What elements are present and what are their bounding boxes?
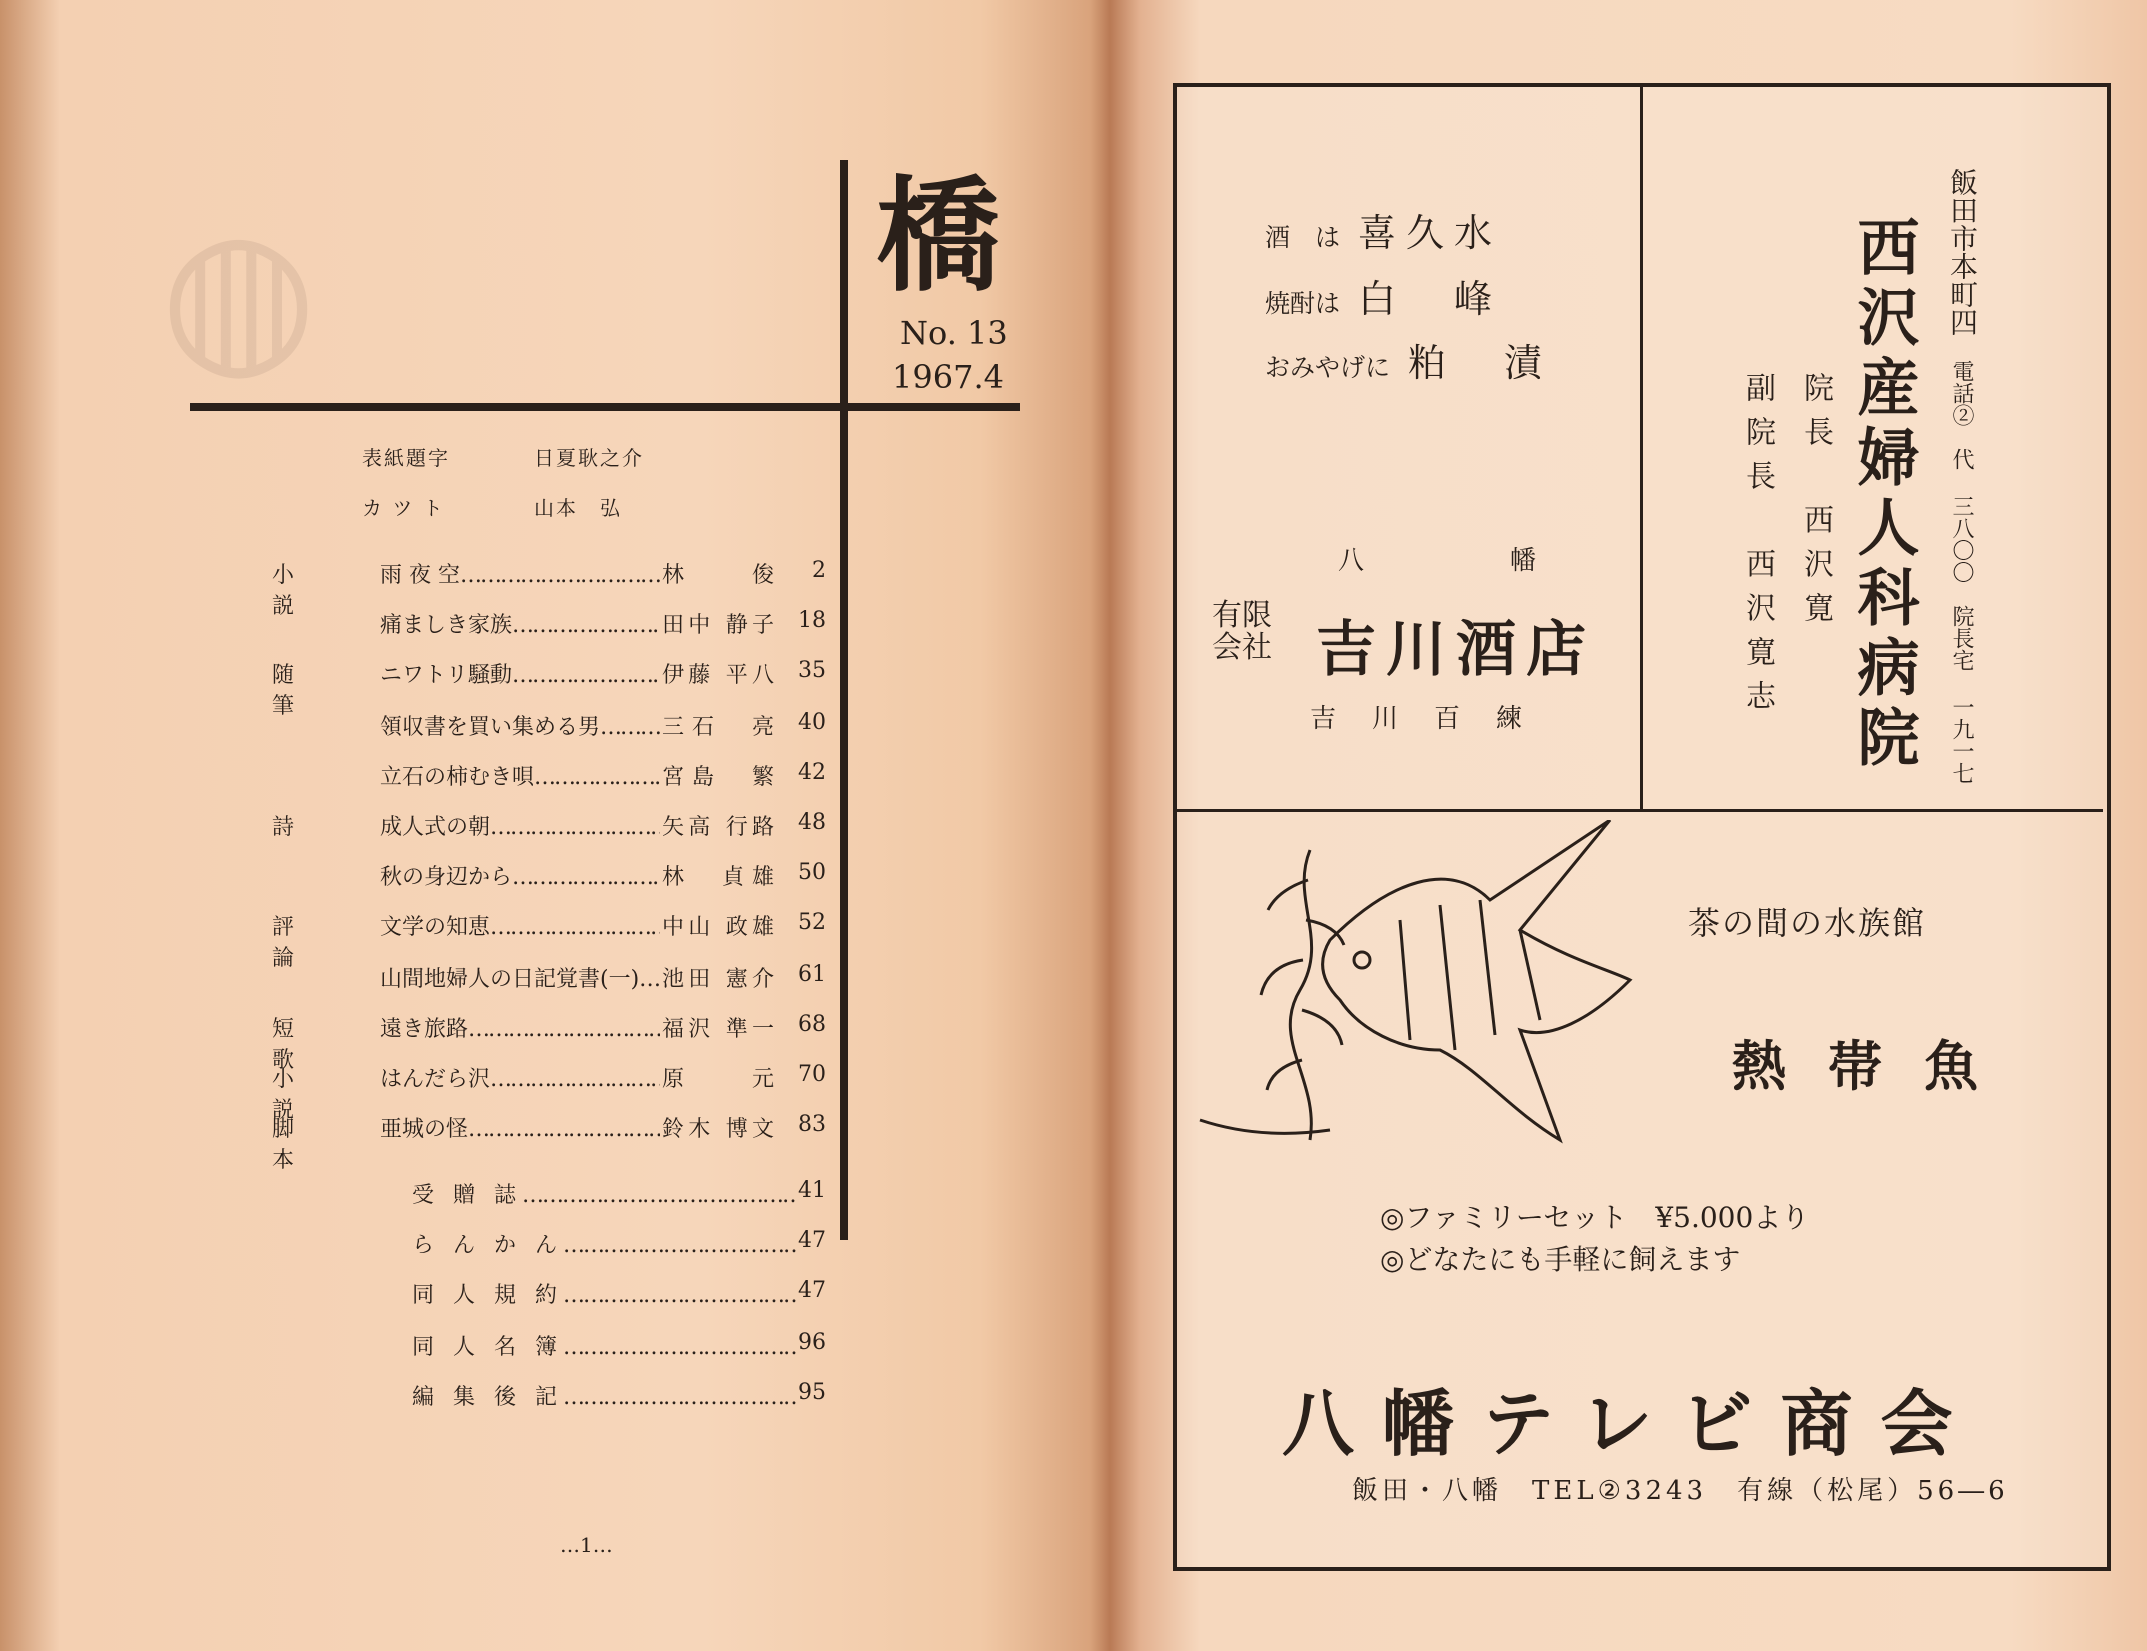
ad-divider-horizontal bbox=[1177, 809, 2103, 812]
toc-title: 雨 夜 空 ………………………………………………………………………………………… bbox=[380, 558, 660, 589]
misc-page: 47 bbox=[798, 1228, 826, 1253]
toc-page: 83 bbox=[798, 1112, 826, 1137]
sake-line-item: 粕 漬 bbox=[1408, 341, 1553, 385]
issue-number: No. 13 bbox=[900, 314, 1008, 352]
hospital-address: 飯田市本町四 bbox=[1946, 168, 1979, 336]
toc-title: 領収書を買い集める男 ………………………………………………………………………………………… bbox=[380, 710, 660, 741]
toc-page: 68 bbox=[798, 1012, 826, 1037]
credit-name: 日夏耿之介 bbox=[534, 446, 644, 470]
company-kind: 有限会社 bbox=[1212, 598, 1272, 665]
hospital-director: 院長 西沢寛 bbox=[1798, 372, 1833, 636]
misc-page: 96 bbox=[798, 1330, 826, 1355]
toc-author: 林 貞雄 bbox=[662, 865, 774, 890]
aquarium-name: 茶の間の水族館 bbox=[1688, 904, 1927, 942]
toc-category: 短 歌 bbox=[272, 1017, 309, 1073]
toc-page: 50 bbox=[798, 860, 826, 885]
sake-line bbox=[1265, 268, 1502, 323]
toc-author: 原 元 bbox=[662, 1067, 774, 1092]
magazine-title: 橋 bbox=[876, 164, 1001, 309]
company-name: 吉川酒店 bbox=[1316, 615, 1596, 685]
vertical-rule bbox=[840, 160, 848, 1240]
misc-title: 受 贈 誌 ………………………………………………………………………………………… bbox=[412, 1178, 796, 1209]
sake-line-lead: 焼酎は bbox=[1265, 289, 1341, 318]
misc-page: 41 bbox=[798, 1178, 826, 1203]
ad-divider-vertical bbox=[1640, 87, 1643, 809]
toc-category: 小 説 bbox=[272, 1067, 309, 1123]
misc-title: 同 人 名 簿 ………………………………………………………………………………………… bbox=[412, 1330, 796, 1361]
toc-title: 痛ましき家族 ………………………………………………………………………………………… bbox=[380, 608, 660, 639]
page-folio: …1… bbox=[560, 1533, 613, 1557]
show-through-ghost: ◍ bbox=[160, 190, 318, 399]
toc-title: 文学の知恵 ………………………………………………………………………………………… bbox=[380, 910, 660, 941]
store-contact: 飯田・八幡 TEL②3243 有線（松尾）56―6 bbox=[1352, 1476, 2009, 1506]
toc-category: 随 筆 bbox=[272, 663, 309, 719]
sake-line bbox=[1265, 332, 1552, 387]
sake-line-lead: おみやげに bbox=[1265, 353, 1391, 382]
toc-author: 伊藤 平八 bbox=[662, 663, 774, 688]
toc-category: 小 説 bbox=[272, 563, 309, 619]
sake-line-lead: 酒 は bbox=[1265, 223, 1341, 252]
toc-title: ニワトリ騒動 ………………………………………………………………………………………… bbox=[380, 658, 660, 689]
hospital-name: 西沢産婦人科病院 bbox=[1847, 215, 1920, 775]
misc-page: 95 bbox=[798, 1380, 826, 1405]
toc-title: はんだら沢 ………………………………………………………………………………………… bbox=[380, 1062, 660, 1093]
toc-title: 立石の柿むき唄 ………………………………………………………………………………………… bbox=[380, 760, 660, 791]
toc-author: 池田 憲介 bbox=[662, 967, 774, 992]
hospital-vice-director: 副院長 西沢寛志 bbox=[1740, 372, 1775, 724]
toc-page: 48 bbox=[798, 810, 826, 835]
angelfish-illustration bbox=[1190, 820, 1650, 1160]
credit-name: 山本 弘 bbox=[534, 496, 622, 520]
shop-location: 八 幡 bbox=[1338, 546, 1597, 576]
toc-page: 70 bbox=[798, 1062, 826, 1087]
toc-author: 田中 静子 bbox=[662, 613, 774, 638]
aquarium-offer: ◎どなたにも手軽に飼えます bbox=[1380, 1243, 1741, 1276]
issue-date: 1967.4 bbox=[892, 358, 1004, 396]
misc-page: 47 bbox=[798, 1278, 826, 1303]
toc-title: 成人式の朝 ………………………………………………………………………………………… bbox=[380, 810, 660, 841]
toc-category: 詩 bbox=[272, 815, 309, 840]
sake-line-item: 白 峰 bbox=[1358, 277, 1503, 321]
toc-author: 中山 政雄 bbox=[662, 915, 774, 940]
sake-line bbox=[1265, 202, 1502, 257]
credit-role: 表紙題字 bbox=[362, 446, 450, 470]
toc-author: 鈴木 博文 bbox=[662, 1117, 774, 1142]
store-name: 八幡テレビ商会 bbox=[1282, 1382, 1981, 1466]
toc-author: 宮島 繁 bbox=[662, 765, 774, 790]
toc-page: 40 bbox=[798, 710, 826, 735]
toc-category: 評 論 bbox=[272, 915, 309, 971]
sake-line-item: 喜久水 bbox=[1358, 211, 1503, 255]
toc-page: 2 bbox=[812, 558, 826, 583]
credit-role: カ ツ ト bbox=[362, 496, 445, 520]
toc-category: 脚 本 bbox=[272, 1117, 309, 1173]
toc-title: 山間地婦人の日記覚書(一) ………………………………………………………………………………………… bbox=[380, 962, 660, 993]
misc-title: 同 人 規 約 ………………………………………………………………………………………… bbox=[412, 1278, 796, 1309]
aquarium-product: 熱帯魚 bbox=[1732, 1034, 2020, 1098]
toc-page: 42 bbox=[798, 760, 826, 785]
toc-title: 亜城の怪 ………………………………………………………………………………………… bbox=[380, 1112, 660, 1143]
horizontal-rule bbox=[190, 403, 1020, 411]
misc-title: 編 集 後 記 ………………………………………………………………………………………… bbox=[412, 1380, 796, 1411]
hospital-phone: 電話② 代 三八〇〇 院長宅 一九一七 bbox=[1949, 360, 1974, 784]
aquarium-offer: ◎ファミリーセット ¥5.000より bbox=[1380, 1201, 1810, 1234]
toc-page: 52 bbox=[798, 910, 826, 935]
toc-title: 遠き旅路 ………………………………………………………………………………………… bbox=[380, 1012, 660, 1043]
toc-author: 福沢 準一 bbox=[662, 1017, 774, 1042]
toc-author: 林 俊 bbox=[662, 563, 774, 588]
toc-page: 18 bbox=[798, 608, 826, 633]
toc-author: 三石 亮 bbox=[662, 715, 774, 740]
shop-owner: 吉川百練 bbox=[1310, 704, 1559, 734]
toc-page: 61 bbox=[798, 962, 826, 987]
toc-author: 矢高 行路 bbox=[662, 815, 774, 840]
misc-title: ら ん か ん ………………………………………………………………………………………… bbox=[412, 1228, 796, 1259]
toc-title: 秋の身辺から ………………………………………………………………………………………… bbox=[380, 860, 660, 891]
toc-page: 35 bbox=[798, 658, 826, 683]
